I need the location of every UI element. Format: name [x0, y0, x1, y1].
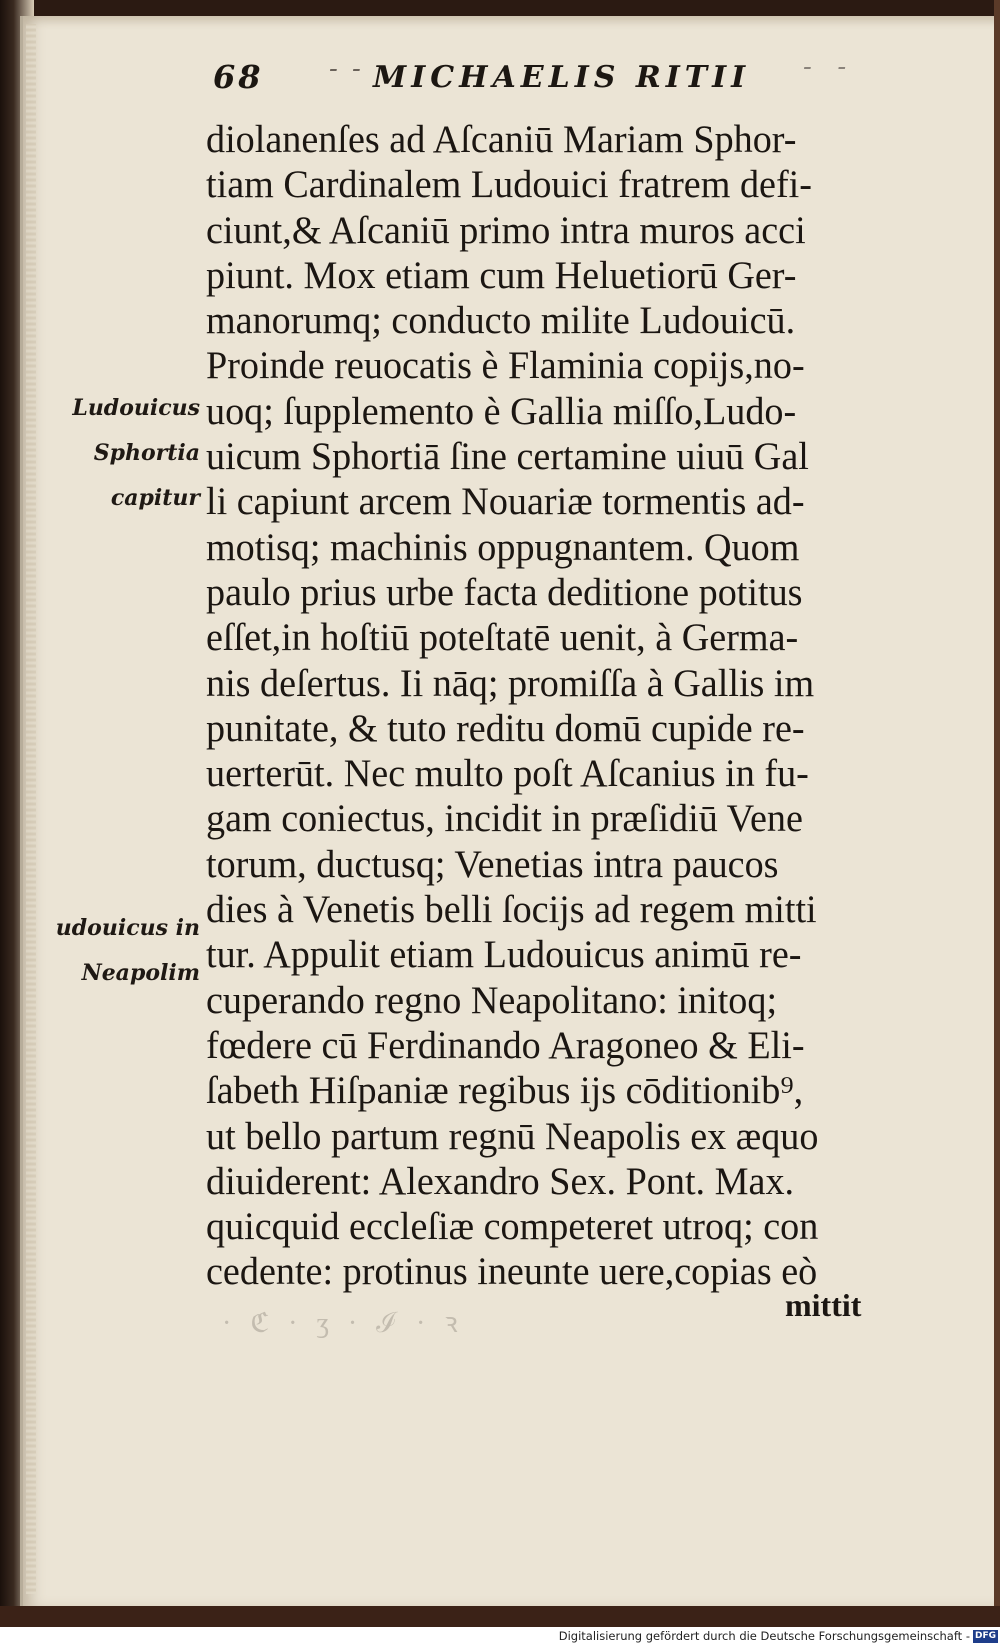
marginal-note-capture [72, 386, 200, 521]
ink-mark: - - [803, 52, 850, 82]
text-line: ut bello partum regnū Neapolis ex æquo [206, 1114, 819, 1158]
text-line: eſſet,in hoſtiū poteſtatē uenit, à Germa- [206, 616, 799, 660]
text-line: piunt. Mox etiam cum Heluetiorū Ger- [206, 253, 797, 297]
text-line: uicum Sphortiā ſine certamine uiuū Gal [206, 435, 809, 479]
marginal-note-line: Sphortia [93, 440, 200, 466]
text-line: diolanenſes ad Aſcaniū Mariam Sphor- [206, 118, 797, 161]
main-text-block [206, 117, 896, 1295]
marginal-note-line: capitur [110, 485, 200, 511]
text-line: fœdere cū Ferdinando Aragoneo & Eli- [206, 1023, 805, 1067]
text-line: dies à Venetis belli ſocijs ad regem mitti [206, 888, 817, 932]
text-line: tur. Appulit etiam Ludouicus animū re- [206, 933, 802, 977]
marginal-note-line: udouicus in [55, 915, 200, 941]
bleed-through-marks: · ℭ · ʒ · ℐ · ꝛ [222, 1308, 464, 1339]
text-line: punitate, & tuto reditu domū cupide re- [206, 706, 805, 750]
text-line: quicquid eccleſiæ competeret utroq; con [206, 1205, 819, 1249]
text-line: ſabeth Hiſpaniæ regibus ijs cōditionib⁹, [206, 1069, 804, 1113]
dfg-logo: DFG [974, 1631, 996, 1641]
text-line: nis deſertus. Ii nāq; promiſſa à Gallis im [206, 661, 815, 705]
text-line: paulo prius urbe facta deditione potitus [206, 570, 803, 614]
funding-credit: Digitalisierung gefördert durch die Deutsche Forschungsgemeinschaft - [558, 1629, 970, 1643]
page-edges [26, 24, 36, 1594]
text-line: ciunt,& Aſcaniū primo intra muros acci [206, 208, 806, 252]
running-title: MICHAELIS RITII [373, 60, 751, 95]
bottom-cover-edge [0, 1606, 1000, 1627]
text-line: tiam Cardinalem Ludouici fratrem defi- [206, 163, 812, 207]
marginal-note-line: Neapolim [81, 960, 200, 986]
text-line: cedente: protinus ineunte uere,copias eò [206, 1250, 818, 1294]
marginal-note-neapolis [56, 906, 200, 996]
text-line: gam coniectus, incidit in præſidiū Vene [206, 797, 803, 841]
text-line: diuiderent: Alexandro Sex. Pont. Max. [206, 1159, 795, 1203]
ink-mark: - - [329, 54, 364, 84]
text-line: torum, ductusq; Venetias intra paucos [206, 842, 779, 886]
text-line: manorumq; conducto milite Ludouicū. [206, 299, 796, 343]
right-edge-shadow [994, 0, 1000, 1627]
text-line: li capiunt arcem Nouariæ tormentis ad- [206, 480, 805, 524]
text-line: cuperando regno Neapolitano: initoq; [206, 978, 778, 1022]
text-line: uerterūt. Nec multo poſt Aſcanius in fu- [206, 752, 809, 796]
digitization-footer [0, 1628, 1000, 1647]
text-line: motisq; machinis oppugnantem. Quom [206, 525, 800, 569]
catchword: mittit [785, 1287, 862, 1323]
text-line: uoq; ſupplemento è Gallia miſſo,Ludo- [206, 389, 797, 433]
marginal-note-line: Ludouicus [72, 395, 200, 421]
running-head [213, 52, 893, 102]
page-number: 68 [213, 58, 264, 96]
text-line: Proinde reuocatis è Flaminia copijs,no- [206, 344, 805, 388]
